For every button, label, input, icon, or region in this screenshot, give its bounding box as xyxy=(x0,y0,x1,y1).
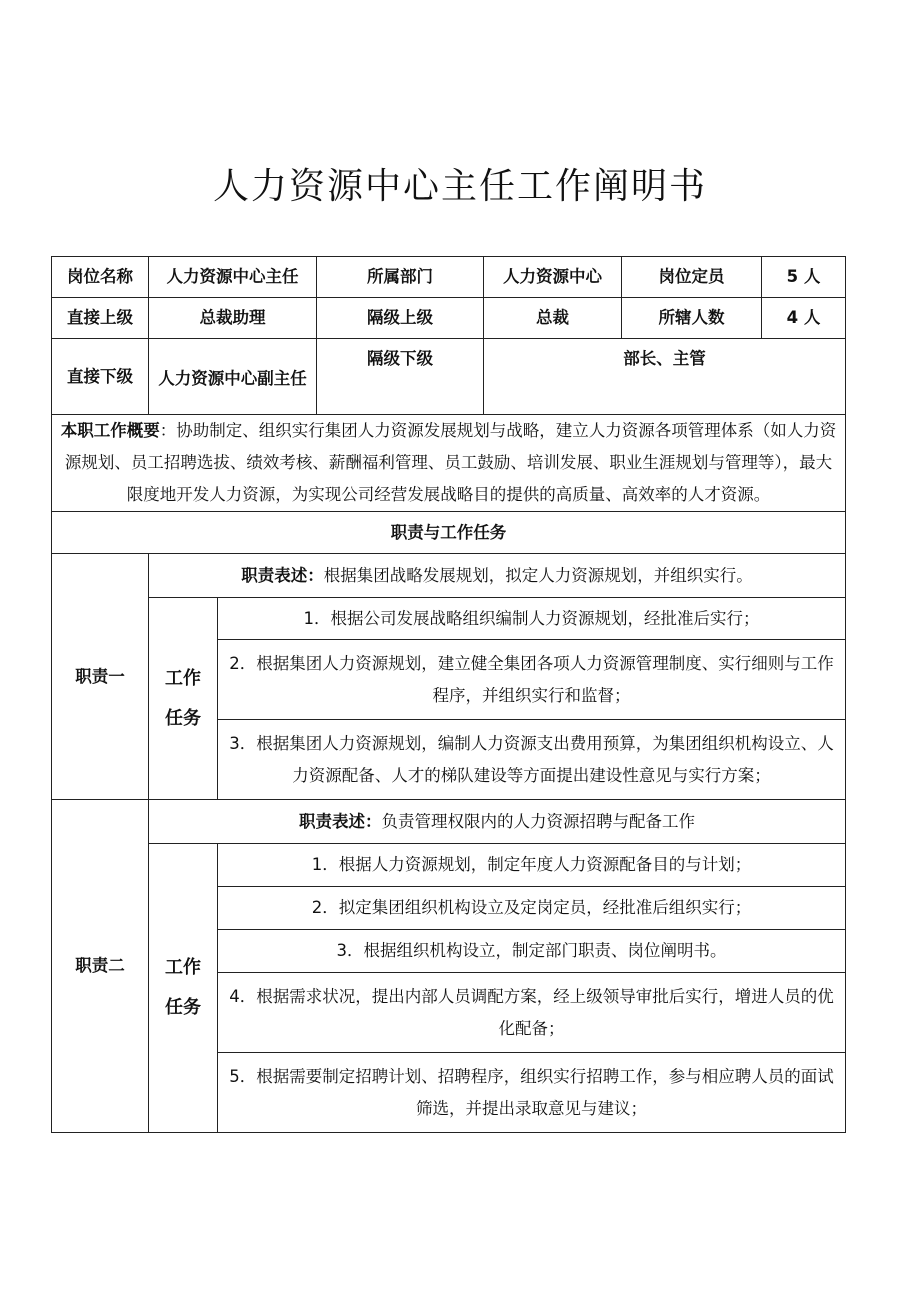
headcount-value: 5 人 xyxy=(762,257,846,298)
duty-2-task-3: 3．根据组织机构设立，制定部门职责、岗位阐明书。 xyxy=(218,930,846,973)
duty-1-task-3: 3．根据集团人力资源规划，编制人力资源支出费用预算，为集团组织机构设立、人力资源配备、人才的梯队建设等方面提出建设性意见与实行方案； xyxy=(218,720,846,800)
summary-text: ：协助制定、组织实行集团人力资源发展规划与战略，建立人力资源各项管理体系（如人力资源规划、员工招聘选拔、绩效考核、薪酬福利管理、员工鼓励、培训发展、职业生涯规划与管理等），最大限度地开发人力资源，为实现公司经营发展战略目的提供的高质量、高效率的人才资源。 xyxy=(64,421,837,504)
duty-2-tasks-label: 工作任务 xyxy=(149,844,218,1133)
duty-1-statement-text: 根据集团战略发展规划，拟定人力资源规划，并组织实行。 xyxy=(323,565,753,585)
subordinates-count-value: 4 人 xyxy=(762,298,846,339)
position-label: 岗位名称 xyxy=(52,257,149,298)
duty-1-task-1: 1．根据公司发展战略组织编制人力资源规划，经批准后实行； xyxy=(218,598,846,640)
duty-1-tasks-label: 工作任务 xyxy=(149,598,218,800)
duty-1-name: 职责一 xyxy=(52,554,149,800)
duty-1-task-2: 2．根据集团人力资源规划，建立健全集团各项人力资源管理制度、实行细则与工作程序，并组织实行和监督； xyxy=(218,640,846,720)
duty-2-task-1: 1．根据人力资源规划，制定年度人力资源配备目的与计划； xyxy=(218,844,846,887)
direct-superior-value: 总裁助理 xyxy=(149,298,317,339)
duty-1-statement xyxy=(149,554,846,598)
headcount-label: 岗位定员 xyxy=(622,257,762,298)
duty-2-task-row xyxy=(52,844,846,887)
summary-cell xyxy=(52,415,846,512)
skip-subordinate-label: 隔级下级 xyxy=(317,339,484,415)
direct-subordinate-label: 直接下级 xyxy=(52,339,149,415)
dept-value: 人力资源中心 xyxy=(484,257,622,298)
duty-1-statement-row xyxy=(52,554,846,598)
summary-row xyxy=(52,415,846,512)
direct-subordinate-value: 人力资源中心副主任 xyxy=(149,339,317,415)
duty-1-task-row xyxy=(52,598,846,640)
position-value: 人力资源中心主任 xyxy=(149,257,317,298)
dept-label: 所属部门 xyxy=(317,257,484,298)
duty-2-task-2: 2．拟定集团组织机构设立及定岗定员，经批准后组织实行； xyxy=(218,887,846,930)
job-description-table xyxy=(51,256,846,1133)
direct-superior-label: 直接上级 xyxy=(52,298,149,339)
skip-superior-label: 隔级上级 xyxy=(317,298,484,339)
info-row-1 xyxy=(52,257,846,298)
skip-superior-value: 总裁 xyxy=(484,298,622,339)
duty-2-statement-text: 负责管理权限内的人力资源招聘与配备工作 xyxy=(381,811,695,831)
page-title: 人力资源中心主任工作阐明书 xyxy=(212,166,707,207)
duty-2-statement-row xyxy=(52,800,846,844)
duty-2-task-4: 4．根据需求状况，提出内部人员调配方案，经上级领导审批后实行，增进人员的优化配备； xyxy=(218,973,846,1053)
info-row-2 xyxy=(52,298,846,339)
duty-2-task-5: 5．根据需要制定招聘计划、招聘程序，组织实行招聘工作，参与相应聘人员的面试筛选，并提出录取意见与建议； xyxy=(218,1053,846,1133)
summary-label: 本职工作概要 xyxy=(60,421,160,440)
duty-2-name: 职责二 xyxy=(52,800,149,1133)
duty-1-statement-label: 职责表述： xyxy=(241,565,324,585)
info-row-3 xyxy=(52,339,846,415)
duty-2-statement-label: 职责表述： xyxy=(299,811,382,831)
section-title-row xyxy=(52,512,846,554)
duty-2-statement xyxy=(149,800,846,844)
subordinates-count-label: 所辖人数 xyxy=(622,298,762,339)
section-title: 职责与工作任务 xyxy=(52,512,846,554)
skip-subordinate-value: 部长、主管 xyxy=(484,339,846,415)
